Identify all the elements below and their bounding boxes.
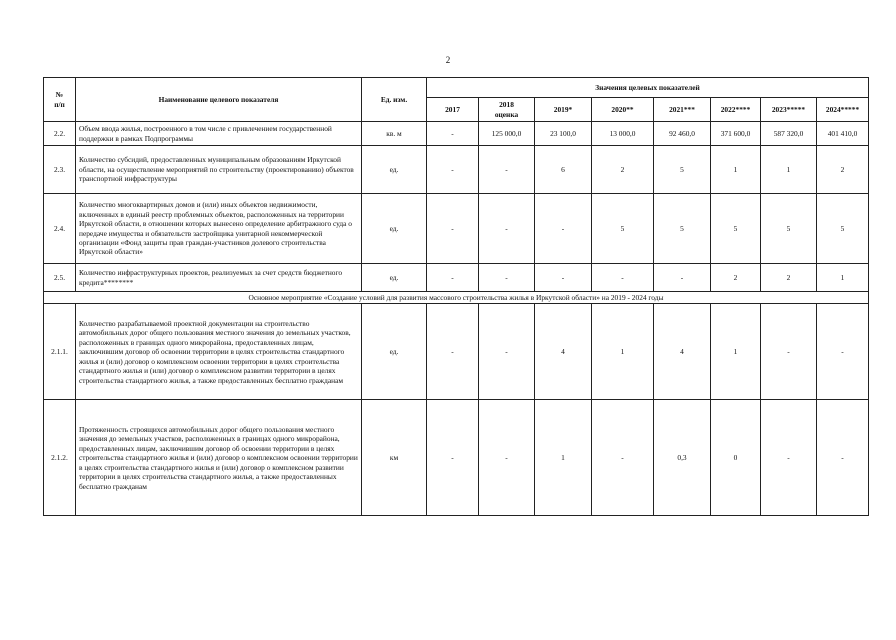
value-cell: 1 (817, 264, 869, 292)
value-cell: - (479, 194, 535, 264)
value-cell: - (479, 304, 535, 400)
value-cell: 0 (711, 400, 761, 516)
value-cell: - (479, 400, 535, 516)
header-num: № п/п (44, 78, 76, 122)
value-cell: - (427, 400, 479, 516)
value-cell: - (479, 146, 535, 194)
unit-cell: км (362, 400, 427, 516)
header-year: 2017 (427, 98, 479, 122)
header-year: 2018 оценка (479, 98, 535, 122)
value-cell: - (535, 194, 592, 264)
unit-cell: ед. (362, 146, 427, 194)
value-cell: 5 (817, 194, 869, 264)
row-number: 2.3. (44, 146, 76, 194)
value-cell: - (592, 264, 654, 292)
header-values-group: Значения целевых показателей (427, 78, 869, 98)
header-unit: Ед. изм. (362, 78, 427, 122)
value-cell: 92 460,0 (654, 122, 711, 146)
value-cell: 5 (761, 194, 817, 264)
row-number: 2.1.2. (44, 400, 76, 516)
table-row (44, 146, 869, 194)
unit-cell: кв. м (362, 122, 427, 146)
page-number: 2 (445, 55, 451, 65)
value-cell: 2 (711, 264, 761, 292)
row-number: 2.4. (44, 194, 76, 264)
header-year: 2023***** (761, 98, 817, 122)
table-row (44, 304, 869, 400)
header-year: 2020** (592, 98, 654, 122)
value-cell: - (479, 264, 535, 292)
table-row (44, 122, 869, 146)
value-cell: 125 000,0 (479, 122, 535, 146)
value-cell: 2 (761, 264, 817, 292)
value-cell: 6 (535, 146, 592, 194)
row-number: 2.1.1. (44, 304, 76, 400)
value-cell: - (427, 264, 479, 292)
value-cell: 401 410,0 (817, 122, 869, 146)
indicator-name: Объем ввода жилья, построенного в том числе с привлечением государственной поддержки в рамках Подпрограммы (76, 122, 362, 146)
indicator-name: Количество многоквартирных домов и (или) иных объектов недвижимости, включенных в единый реестр проблемных объектов, расположенных на территории Иркутской области, в отношении которых вынесено определение арбитражного суда о передаче имущества и обязательств застройщика унитарной некоммерческой организации «Фонд защиты прав граждан-участников долевого строительства Иркутской области» (76, 194, 362, 264)
value-cell: 371 600,0 (711, 122, 761, 146)
indicator-name: Количество инфраструктурных проектов, реализуемых за счет средств бюджетного кредита******** (76, 264, 362, 292)
header-year: 2022**** (711, 98, 761, 122)
target-indicators-table (43, 77, 869, 516)
value-cell: 5 (711, 194, 761, 264)
header-year: 2021*** (654, 98, 711, 122)
value-cell: - (761, 400, 817, 516)
value-cell: - (654, 264, 711, 292)
value-cell: 1 (592, 304, 654, 400)
value-cell: - (817, 400, 869, 516)
value-cell: - (761, 304, 817, 400)
header-year: 2019* (535, 98, 592, 122)
section-title: Основное мероприятие «Создание условий для развития массового строительства жилья в Иркутской области» на 2019 - 2024 годы (44, 292, 869, 304)
value-cell: 5 (654, 146, 711, 194)
value-cell: 5 (654, 194, 711, 264)
value-cell: 5 (592, 194, 654, 264)
value-cell: - (427, 146, 479, 194)
value-cell: - (592, 400, 654, 516)
value-cell: - (817, 304, 869, 400)
header-year: 2024***** (817, 98, 869, 122)
table-row (44, 264, 869, 292)
value-cell: 2 (817, 146, 869, 194)
unit-cell: ед. (362, 194, 427, 264)
value-cell: 1 (711, 146, 761, 194)
value-cell: 2 (592, 146, 654, 194)
value-cell: 1 (711, 304, 761, 400)
row-number: 2.2. (44, 122, 76, 146)
value-cell: 4 (535, 304, 592, 400)
table-row (44, 400, 869, 516)
row-number: 2.5. (44, 264, 76, 292)
value-cell: 13 000,0 (592, 122, 654, 146)
table-row (44, 194, 869, 264)
value-cell: 4 (654, 304, 711, 400)
indicator-name: Количество субсидий, предоставленных муниципальным образованиям Иркутской области, на осуществление мероприятий по строительству (проектированию) объектов транспортной инфраструктуры (76, 146, 362, 194)
value-cell: 23 100,0 (535, 122, 592, 146)
value-cell: - (427, 122, 479, 146)
value-cell: - (427, 304, 479, 400)
indicator-name: Количество разрабатываемой проектной документации на строительство автомобильных дорог общего пользования местного значения до земельных участков, расположенных в границах одного микрорайона, предоставленных лицам, заключившим договор об освоении территории в целях строительства стандартного жилья и (или) договор о комплексном освоении территории в целях строительства стандартного жилья и (или) договор о комплексном развитии территории в целях строительства стандартного жилья, а также предоставленных бесплатно гражданам (76, 304, 362, 400)
value-cell: 1 (535, 400, 592, 516)
value-cell: 0,3 (654, 400, 711, 516)
unit-cell: ед. (362, 304, 427, 400)
indicator-name: Протяженность строящихся автомобильных дорог общего пользования местного значения до земельных участков, расположенных в границах одного микрорайона, предоставленных лицам, заключившим договор об освоении территории в целях строительства стандартного жилья и (или) договор о комплексном освоении территории в целях строительства стандартного жилья и (или) договор о комплексном развитии территории в целях строительства стандартного жилья, а также предоставленных бесплатно гражданам (76, 400, 362, 516)
value-cell: 587 320,0 (761, 122, 817, 146)
value-cell: 1 (761, 146, 817, 194)
unit-cell: ед. (362, 264, 427, 292)
header-name: Наименование целевого показателя (76, 78, 362, 122)
value-cell: - (535, 264, 592, 292)
value-cell: - (427, 194, 479, 264)
